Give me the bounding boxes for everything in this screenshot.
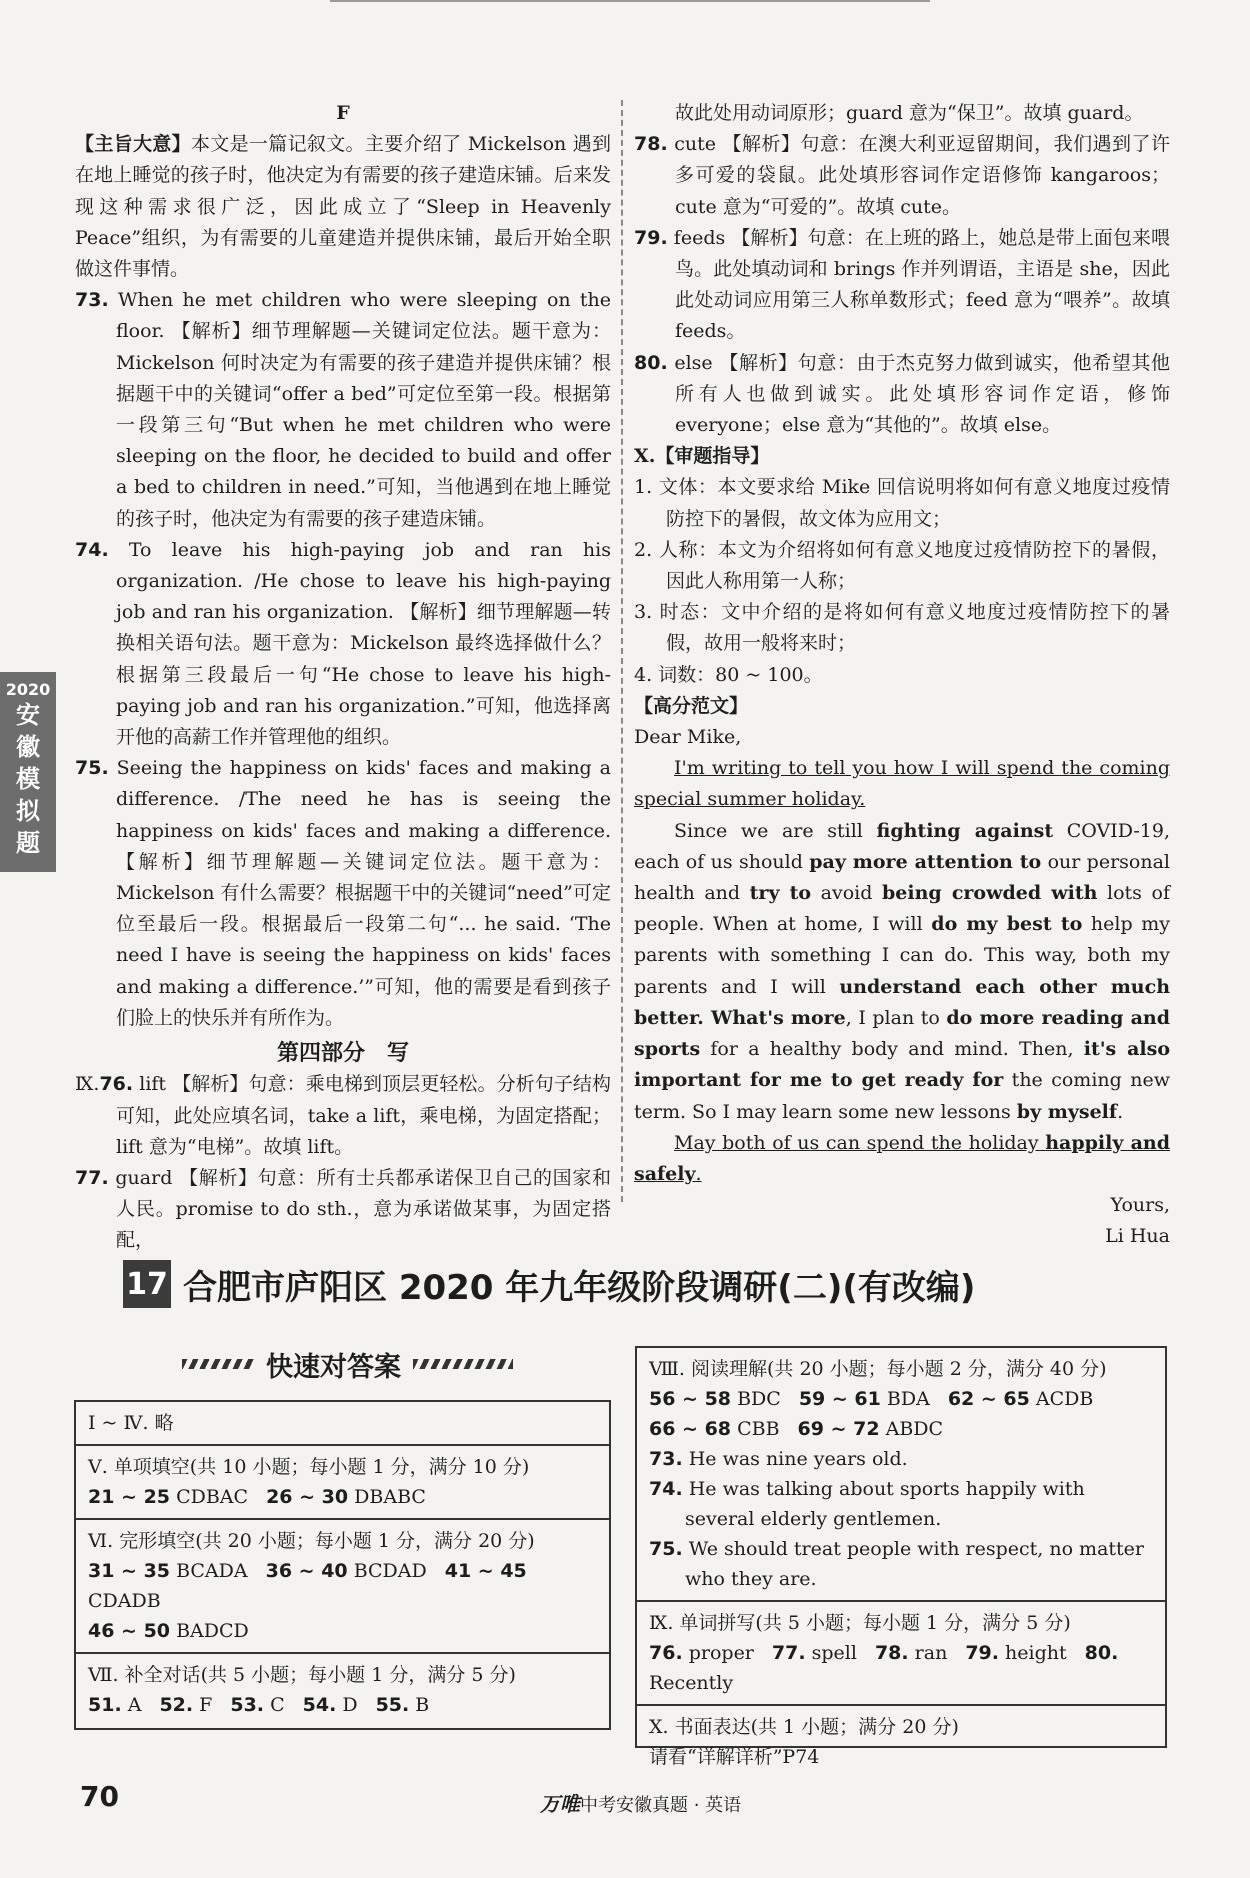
answer-key: C [270, 1694, 285, 1716]
answer-number: 78. [634, 133, 668, 156]
guide-text: 时态：文中介绍的是将如何有意义地度过疫情防控下的暑假，故用一般将来时； [652, 601, 1170, 655]
answer-line [88, 1556, 597, 1616]
answer-76 [75, 1069, 611, 1163]
answer-range: 66 ~ 68 [649, 1418, 732, 1440]
spelling-head: Ⅸ. 单词拼写(共 5 小题；每小题 1 分，满分 5 分) [649, 1612, 1071, 1634]
guide-item [634, 472, 1170, 534]
answer-key: Recently [649, 1672, 734, 1694]
answer-key: CDADB [88, 1590, 161, 1612]
answer-box-right [635, 1346, 1167, 1768]
answer-row-head: Ⅰ ~ Ⅳ. 略 [88, 1412, 174, 1434]
paragraph-text: May both of us can spend the holiday [674, 1131, 1046, 1154]
answer-range: 41 ~ 45 [444, 1560, 527, 1582]
test-title: 合肥市庐阳区 2020 年九年级阶段调研(二)(有改编) [183, 1267, 976, 1308]
answer-row [76, 1402, 609, 1446]
answer-number: 73. [649, 1448, 683, 1470]
side-tab-char: 题 [16, 829, 40, 857]
page-number: 70 [80, 1780, 119, 1813]
side-tab-char: 模 [16, 765, 40, 793]
section-letter: F [336, 102, 350, 124]
answer-line [88, 1482, 597, 1512]
guide-text: 词数：80 ~ 100。 [652, 663, 823, 686]
paragraph-text: help my parents with something I can do. This way, both my parents and I will [634, 913, 1170, 998]
reading-answer [649, 1534, 1153, 1594]
paragraph-text: lots of people. When at home, I will [634, 882, 1170, 936]
answer-78 [634, 129, 1170, 223]
answer-text: lift 【解析】句意：乘电梯到顶层更轻松。分析句子结构可知，此处应填名词，take a lift，乘电梯，为固定搭配；lift 意为“电梯”。故填 lift。 [116, 1073, 611, 1158]
top-rule [0, 0, 1250, 10]
reading-answer [649, 1474, 1153, 1534]
answer-range: 21 ~ 25 [88, 1486, 171, 1508]
answer-range: 36 ~ 40 [265, 1560, 348, 1582]
answer-line [649, 1638, 1153, 1698]
answer-row [76, 1446, 609, 1520]
reading-row [637, 1348, 1165, 1602]
key-phrase: try to [749, 882, 812, 905]
answer-text: cute 【解析】句意：在澳大利亚逗留期间，我们遇到了许多可爱的袋鼠。此处填形容词作定语修饰 kangaroos；cute 意为“可爱的”。故填 cute。 [674, 133, 1170, 218]
answer-row-head: Ⅴ. 单项填空(共 10 小题；每小题 1 分，满分 10 分) [88, 1456, 530, 1478]
guide-number: 3. [634, 601, 653, 624]
answer-key: A [127, 1694, 142, 1716]
paragraph-end: . [695, 1162, 702, 1185]
answer-range: 56 ~ 58 [649, 1388, 732, 1410]
paragraph-text: avoid [811, 882, 882, 905]
quick-answers-heading [170, 1344, 560, 1384]
answer-range: 26 ~ 30 [266, 1486, 349, 1508]
main-idea-tag: 【主旨大意】 [75, 133, 191, 156]
part-four-title: 第四部分 写 [276, 1041, 409, 1067]
answer-text: else 【解析】句意：由于杰克努力做到诚实，他希望其他所有人也做到诚实。此处填形容词作定语，修饰 everyone；else 意为“其他的”。故填 else。 [674, 351, 1171, 437]
answer-73 [75, 285, 611, 535]
answer-range: 53. [230, 1694, 265, 1716]
guide-item [634, 535, 1170, 597]
column-divider [621, 100, 623, 1202]
answer-number: 77. [75, 1166, 109, 1189]
guide-list [634, 472, 1170, 690]
key-phrase: fighting against [876, 819, 1054, 842]
model-essay-title: 【高分范文】 [634, 694, 749, 717]
answer-77 [75, 1163, 611, 1257]
guide-number: 1. [634, 476, 653, 499]
answer-key: D [342, 1694, 358, 1716]
letter-paragraph-3 [634, 1128, 1170, 1190]
letter-closing: Yours, [1110, 1194, 1170, 1217]
side-tab-year: 2020 [5, 680, 51, 699]
spelling-line [649, 1638, 1153, 1698]
answer-text: We should treat people with respect, no matter who they are. [682, 1538, 1144, 1590]
answer-number: 73. [75, 289, 109, 312]
answer-text: He was talking about sports happily with several elderly gentlemen. [682, 1478, 1085, 1530]
answer-line [88, 1616, 597, 1646]
decor-stripes-icon [182, 1359, 254, 1369]
main-idea-text: 本文是一篇记叙文。主要介绍了 Mickelson 遇到在地上睡觉的孩子时，他决定为有需要的孩子建造床铺。后来发现这种需求很广泛，因此成立了“Sleep in Heavenly Peace”组织，为有需要的儿童建造并提供床铺，最后开始全职做这件事情。 [75, 133, 611, 281]
answer-key: spell [811, 1642, 857, 1664]
section-prefix: Ⅸ. [75, 1073, 100, 1096]
answer-key: BCDAD [353, 1560, 427, 1582]
letter-paragraph-2 [634, 816, 1170, 1128]
answer-text: When he met children who were sleeping on the floor. 【解析】细节理解题—关键词定位法。题干意为：Mickelson 何时决定为有需要的孩子建造并提供床铺？根据题干中的关键词“offer a bed”可定位至第一段。根据第一段第三句“But when he met children who were sleeping on the floor, he decided to build and offer a bed to children in need.”可知，当他遇到在地上睡觉的孩子时，他决定为有需要的孩子建造床铺。 [116, 289, 612, 530]
publisher-logo: 万唯 [540, 1792, 580, 1816]
answer-text: He was nine years old. [682, 1448, 908, 1470]
answer-75 [75, 753, 611, 1034]
answer-text: guard 【解析】句意：所有士兵都承诺保卫自己的国家和人民。promise to do sth.，意为承诺做某事，为固定搭配， [115, 1166, 612, 1252]
answer-row [76, 1520, 609, 1654]
answer-80 [634, 348, 1170, 442]
answer-key: ran [914, 1642, 948, 1664]
paragraph-text: . [1117, 1100, 1124, 1123]
right-column [634, 98, 1170, 1253]
key-phrase: understand each other much better. What's more [634, 975, 1171, 1029]
answer-range: 80. [1084, 1642, 1119, 1664]
answer-number: 75. [75, 757, 109, 780]
reading-text [649, 1444, 1153, 1594]
answer-line [88, 1690, 597, 1720]
paragraph-text: the coming new term. So I may learn some new lessons [634, 1069, 1170, 1123]
answer-number: 76. [99, 1073, 134, 1096]
answer-number: 80. [634, 351, 668, 374]
letter-paragraph-1: I'm writing to tell you how I will spend the coming special summer holiday. [634, 757, 1170, 811]
letter-signature: Li Hua [1105, 1225, 1170, 1248]
answer-range: 77. [771, 1642, 806, 1664]
guide-text: 人称：本文为介绍将如何有意义地度过疫情防控下的暑假，因此人称用第一人称； [652, 538, 1170, 593]
answer-key: CBB [737, 1418, 780, 1440]
answer-key: height [1005, 1642, 1067, 1664]
letter-greeting: Dear Mike, [634, 726, 742, 749]
answer-range: 52. [159, 1694, 194, 1716]
answer-box-left [74, 1400, 611, 1730]
answer-key: BADCD [176, 1620, 249, 1642]
reading-answer [649, 1444, 1153, 1474]
paragraph-text: for a healthy body and mind. Then, [700, 1038, 1084, 1061]
key-phrase: by myself [1016, 1100, 1118, 1123]
book-title: 中考安徽真题 · 英语 [580, 1795, 742, 1816]
guide-title: Ⅹ.【审题指导】 [634, 445, 770, 468]
answer-key: proper [688, 1642, 754, 1664]
quick-answers-title: 快速对答案 [266, 1351, 401, 1383]
guide-number: 4. [634, 663, 653, 686]
answer-text: Seeing the happiness on kids' faces and making a difference. /The need he has is seeing the happiness on kids' faces and making a difference. 【解析】细节理解题—关键词定位法。题干意为：Mickelson 有什么需要？根据题干中的关键词“need”可定位至最后一段。根据最后一段第二句“... he said. ‘The need I have is seeing the happiness on kids' faces and making a difference.’”可知，他的需要是看到孩子们脸上的快乐并有所作为。 [116, 757, 611, 1029]
paragraph-bold: happily and safely [634, 1131, 1170, 1185]
reading-lines [649, 1384, 1153, 1444]
paragraph-text: , I plan to [845, 1006, 947, 1029]
answer-range: 79. [965, 1642, 999, 1664]
writing-head: Ⅹ. 书面表达(共 1 小题；满分 20 分) [649, 1716, 959, 1738]
answer-line [649, 1384, 1153, 1414]
answer-74 [75, 535, 611, 753]
answer-range: 46 ~ 50 [88, 1620, 171, 1642]
answer-range: 69 ~ 72 [797, 1418, 880, 1440]
paragraph-text: Since we are still [674, 819, 877, 842]
test-17-heading [123, 1258, 1183, 1310]
side-tab-char: 安 [16, 701, 40, 729]
answer-range: 55. [375, 1694, 410, 1716]
paragraph-text: COVID-19, each of us should [634, 819, 1170, 873]
answer-key: ACDB [1035, 1388, 1094, 1410]
answer-key: ABDC [885, 1418, 944, 1440]
page-footer [80, 1780, 1170, 1830]
paragraph-text: our personal health and [634, 850, 1170, 905]
answer-number: 79. [634, 226, 668, 249]
book-name [540, 1788, 741, 1817]
guide-text: 文体：本文要求给 Mike 回信说明将如何有意义地度过疫情防控下的暑假，故文体为应用文； [652, 476, 1170, 530]
side-tab-label [0, 699, 56, 859]
guide-item [634, 597, 1170, 659]
answer-line [649, 1414, 1153, 1444]
answer-range: 54. [302, 1694, 337, 1716]
answer-77-continued: 故此处用动词原形；guard 意为“保卫”。故填 guard。 [675, 102, 1144, 124]
answer-key: F [199, 1694, 213, 1716]
answer-text: To leave his high-paying job and ran his organization. /He chose to leave his high-paying job and ran his organization. 【解析】细节理解题—转换相关语句法。题干意为：Mickelson 最终选择做什么？根据第三段最后一句“He chose to leave his high-paying job and ran his organization.”可知，他选择离开他的高薪工作并管理他的组织。 [116, 538, 611, 749]
answer-range: 62 ~ 65 [947, 1388, 1030, 1410]
answer-79 [634, 223, 1170, 348]
reading-head: Ⅷ. 阅读理解(共 20 小题；每小题 2 分，满分 40 分) [649, 1358, 1107, 1380]
left-column [75, 98, 611, 1257]
answer-range: 76. [649, 1642, 683, 1664]
answer-key: CDBAC [176, 1486, 249, 1508]
answer-key: BCADA [176, 1560, 248, 1582]
main-idea [75, 129, 611, 285]
answer-range: 51. [88, 1694, 122, 1716]
guide-item [634, 660, 1170, 691]
side-tab [0, 672, 56, 872]
key-phrase: pay more attention to [809, 850, 1042, 873]
writing-row [637, 1706, 1165, 1778]
answer-row-head: Ⅶ. 补全对话(共 5 小题；每小题 1 分，满分 5 分) [88, 1664, 516, 1686]
key-phrase: do my best to [931, 913, 1083, 936]
answer-key: BDC [737, 1388, 781, 1410]
key-phrase: it's also important for me to get ready for [634, 1038, 1170, 1092]
answer-range: 78. [874, 1642, 909, 1664]
decor-stripes-icon [413, 1359, 513, 1369]
answer-number: 74. [649, 1478, 683, 1500]
guide-number: 2. [634, 538, 653, 561]
answer-range: 31 ~ 35 [88, 1560, 171, 1582]
spelling-row [637, 1602, 1165, 1706]
answer-key: DBABC [354, 1486, 426, 1508]
answer-number: 75. [649, 1538, 683, 1560]
answer-key: B [415, 1694, 430, 1716]
answer-range: 59 ~ 61 [798, 1388, 881, 1410]
answer-key: BDA [886, 1388, 930, 1410]
side-tab-char: 拟 [16, 797, 40, 825]
test-number-badge: 17 [123, 1260, 171, 1308]
writing-note: 请看“详解详析”P74 [649, 1746, 820, 1768]
side-tab-char: 徽 [16, 733, 40, 761]
key-phrase: being crowded with [882, 882, 1098, 905]
answer-row [76, 1654, 609, 1726]
key-phrase: do more reading and sports [634, 1006, 1170, 1061]
answer-text: feeds 【解析】句意：在上班的路上，她总是带上面包来喂鸟。此处填动词和 brings 作并列谓语，主语是 she，因此此处动词应用第三人称单数形式；feed 意为“喂养”。故填 feeds。 [673, 226, 1170, 343]
answer-number: 74. [75, 538, 109, 561]
answer-row-head: Ⅵ. 完形填空(共 20 小题；每小题 1 分，满分 20 分) [88, 1530, 535, 1552]
